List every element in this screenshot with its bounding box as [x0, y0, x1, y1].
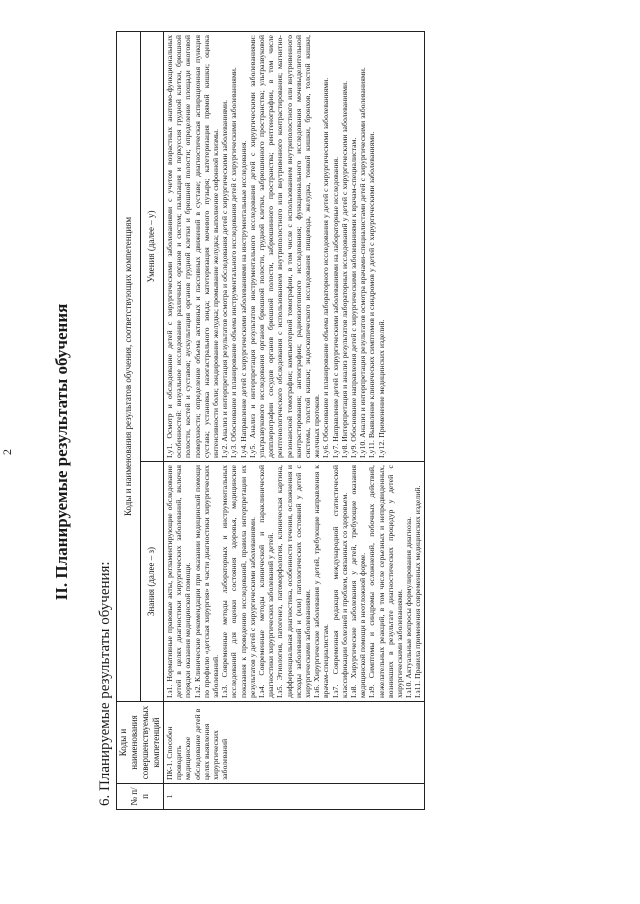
- skill-item: I.у6. Обоснование и планирование объема лабораторного исследования у детей с хирургическими заболеваниями.: [321, 77, 331, 458]
- section-title: II. Планируемые результаты обучения: [52, 303, 71, 601]
- knowledge-cell: [164, 462, 425, 702]
- skill-item: I.у9. Обоснование направления детей с хирургическими заболеваниями к врачам-специалистам.: [349, 137, 359, 458]
- skill-item: I.у12. Применение медицинских изделий.: [376, 319, 386, 458]
- knowledge-item: I.з3. Современные методы лабораторных и инструментальных исследований для оценки состояния здоровья, медицинские показания к проведению исследований, правила интерпретации их результатов у детей с хирургическими заболеваниями.: [220, 465, 257, 698]
- knowledge-item: I.з1. Нормативные правовые акты, регламентирующие обследование детей в целях диагностики хирургических заболеваний, включая порядки оказания медицинской помощи.: [165, 465, 193, 698]
- row-num: 1: [164, 784, 425, 810]
- knowledge-item: I.з4. Современные методы клинической и параклинической диагностики хирургических заболеваний у детей.: [257, 465, 276, 698]
- knowledge-item: I.з9. Симптомы и синдромы осложнений, побочных действий, нежелательных реакций, в том числе серьезных и непредвиденных, возникших в результате диагностических процедур у детей с хирургическими заболеваниями.: [367, 465, 405, 698]
- table-row: [164, 32, 425, 810]
- skill-item: I.у8. Интерпретация и анализ результатов лабораторных исследований у детей с хирургическими заболеваниями.: [339, 80, 349, 458]
- page-number: 2: [0, 449, 14, 455]
- skill-item: I.у11. Выявление клинических симптомов и синдромов у детей с хирургическими заболеваниями.: [367, 131, 377, 458]
- knowledge-item: I.з8. Хирургические заболевания у детей, требующие оказания медицинской помощи в неотложной форме.: [349, 465, 368, 698]
- header-code: Коды и наименования совершенствуемых компетенций: [117, 702, 164, 784]
- skill-item: I.у4. Направление детей с хирургическими заболеваниями на инструментальные исследования.: [238, 140, 248, 458]
- skill-item: I.у1. Осмотр и обследование детей с хирургическими заболеваниями с учетом возрастных анатомо-функциональных особенностей: визуальное исследование различных органов и систем; пальпация и перкуссия грудной клетки, брюшной полости, костей и суставов; аускультация органов грудной клетки и брюшной полости; определение площади ожоговой поверхности; определение объема активных и пассивных движений в суставе; диагностическая аспирационная пункция сустава; установка назогастрального зонда; катетеризация мочевого пузыря; катетеризация прямой кишки; оценка интенсивности боли; зондирование желудка; промывание желудка; выполнение сифонной клизмы.: [165, 35, 221, 458]
- skills-cell: [164, 32, 425, 462]
- header-knowledge: Знания (далее – з): [140, 462, 164, 702]
- skill-item: I.у7. Направление детей с хирургическими заболеваниями на лабораторные исследования.: [330, 156, 340, 458]
- header-skills: Умения (далее – у): [140, 32, 164, 462]
- skill-item: I.у2. Анализ и интерпретация результатов осмотра и обследования детей с хирургическими заболеваниями.: [220, 99, 230, 458]
- header-num: № п/п: [117, 784, 164, 810]
- knowledge-item: I.з7. Современная редакция международной статистической классификации болезней и проблем, связанных со здоровьем.: [330, 465, 349, 698]
- subtitle: 6. Планируемые результаты обучения:: [97, 561, 113, 806]
- header-group: Коды и наименования результатов обучения, соответствующих компетенциям: [117, 32, 141, 702]
- row-code: ПК-1. Способен проводить медицинское обследование детей в целях выявления хирургических заболеваний: [164, 702, 425, 784]
- skill-item: I.у10. Анализ и интерпретация результатов осмотра врачами-специалистами детей с хирургическими заболеваниями.: [358, 67, 368, 458]
- skill-item: I.у3. Обоснование и планирование объема инструментального исследования детей с хирургическими заболеваниями.: [229, 67, 239, 458]
- knowledge-item: I.з11. Правила применения современных медицинских изделий.: [413, 485, 423, 698]
- knowledge-item: I.з5. Этиология, патогенез, патоморфология, клиническая картина, дифференциальная диагностика, особенности течения, осложнения и исходы заболеваний и (или) патологических состояний у детей с хирургическими заболеваниями.: [275, 465, 313, 698]
- knowledge-item: I.з10. Актуальные вопросы формулирования диагноза.: [404, 516, 414, 698]
- knowledge-item: I.з2. Клинические рекомендации при оказании медицинской помощи по профилю «детская хирургия» в части диагностики хирургических заболеваний.: [192, 465, 221, 698]
- skill-item: I.у5. Анализ и интерпретация результатов инструментального исследования детей с хирургическими заболеваниями: ультразвукового исследования органов брюшной полости, грудной клетки, забрюшинного пространства; ультразвуковой допплерографии сосудов органов брюшной полости, забрюшинного пространства; рентгенографии, в том числе рентгенологического обследования с использованием внутриполостного или внутривенного контрастирования; магнитно-резонансной томографии; компьютерной томографии, в том числе с использованием внутриполостного или внутривенного контрастирования; ангиографии; радиоизотопного исследования; функционального исследования мочевыделительной системы, толстой кишки; эндоскопического исследования пищевода, желудка, тонкой кишки, бронхов, толстой кишки, желчных протоков.: [247, 35, 322, 458]
- results-table: [116, 31, 425, 810]
- knowledge-item: I.з6. Хирургические заболевания у детей, требующие направления к врачам-специалистам.: [312, 465, 331, 698]
